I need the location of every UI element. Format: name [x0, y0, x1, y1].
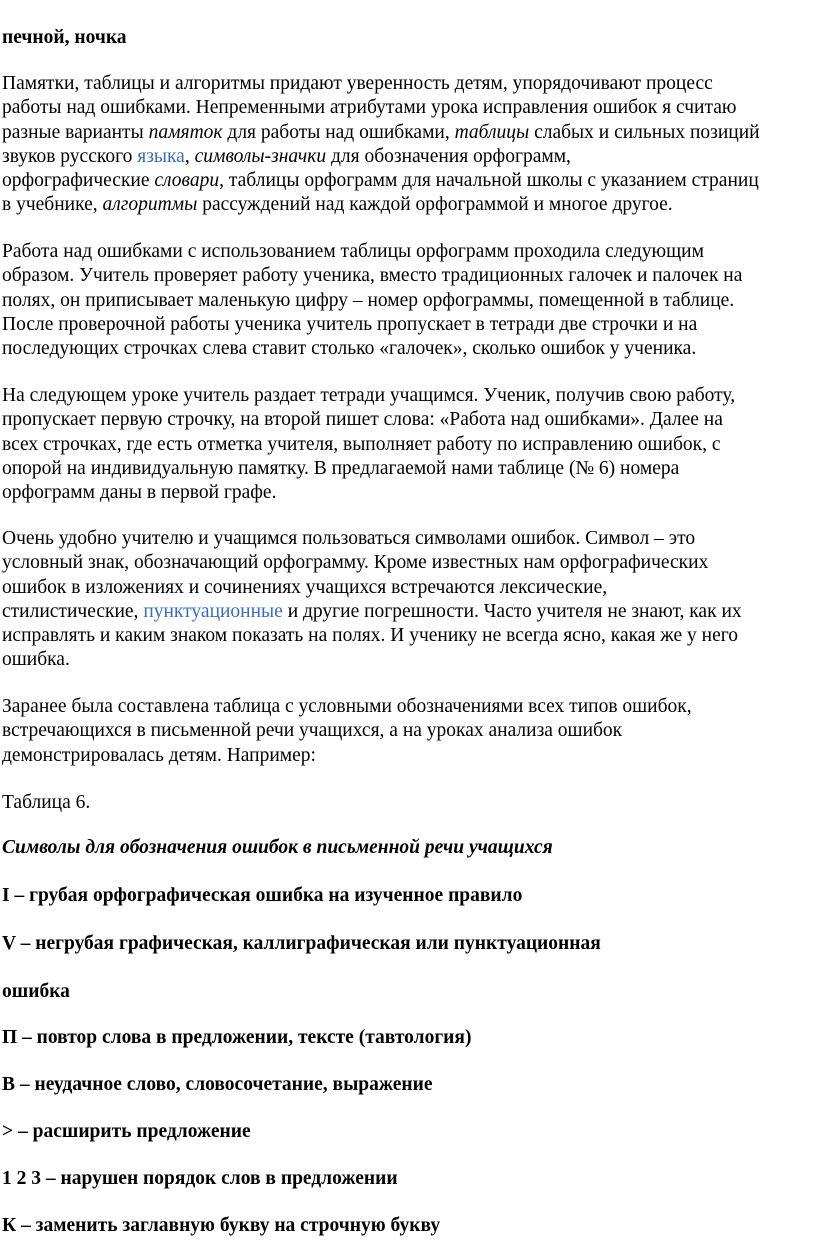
italic-term-algoritmy: алгоритмы	[102, 194, 198, 216]
symbol-item: 1 2 3 – нарушен порядок слов в предложении	[2, 1168, 398, 1189]
paragraph-line: Заранее была составлена таблица с условными обозначениями всех типов ошибок,	[2, 696, 692, 717]
italic-term-tablitsy: таблицы	[454, 121, 530, 143]
paragraph-3	[2, 384, 816, 505]
text-run: и другие погрешности. Часто учителя не знают, как их	[282, 600, 742, 622]
symbol-item-continuation: ошибка	[2, 981, 70, 1002]
paragraph-line: После проверочной работы ученика учитель пропускает в тетради две строчки и на	[2, 313, 698, 335]
paragraph-line: образом. Учитель проверяет работу ученика, вместо традиционных галочек и палочек на	[2, 265, 743, 287]
symbol-item: К – заменить заглавную букву на строчную букву	[2, 1215, 441, 1236]
paragraph-line: Памятки, таблицы и алгоритмы придают уверенность детям, упорядочивают процесс	[2, 73, 713, 94]
table-caption: Таблица 6.	[2, 792, 91, 813]
paragraph-4	[2, 527, 816, 673]
text-run: разные варианты	[2, 121, 149, 143]
paragraph-line: пропускает первую строчку, на второй пишет слова: «Работа над ошибками». Далее на	[2, 409, 723, 431]
symbol-item: > – расширить предложение	[2, 1121, 251, 1142]
paragraph-line: Работа над ошибками с использованием таблицы орфограмм проходила следующим	[2, 241, 704, 262]
text-run: , таблицы орфограмм для начальной школы с указанием страниц	[219, 170, 759, 192]
paragraph-line: всех строчках, где есть отметка учителя, выполняет работу по исправлению ошибок, с	[2, 433, 721, 455]
paragraph-line	[2, 600, 816, 624]
symbol-item: V – негрубая графическая, каллиграфическая или пунктуационная	[2, 933, 601, 954]
paragraph-line: Очень удобно учителю и учащимся пользоваться символами ошибок. Символ – это	[2, 528, 696, 549]
paragraph-line: орфограмм даны в первой графе.	[2, 482, 277, 504]
symbol-item: В – неудачное слово, словосочетание, выражение	[2, 1074, 433, 1095]
paragraph-line: исправлять и каким знаком показать на полях. И ученику не всегда ясно, какая же у него	[2, 625, 739, 647]
text-run: слабых и сильных позиций	[529, 121, 760, 143]
paragraph-line	[2, 121, 816, 145]
paragraph-line: работы над ошибками. Непременными атрибутами урока исправления ошибок я считаю	[2, 97, 737, 119]
paragraph-line: последующих строчках слева ставит столько «галочек», сколько ошибок у ученика.	[2, 338, 697, 360]
paragraph-line: ошибка.	[2, 649, 70, 671]
text-run: орфографические	[2, 170, 155, 192]
link-yazyka[interactable]: языка	[137, 145, 185, 167]
paragraph-line: опорой на индивидуальную памятку. В предлагаемой нами таблице (№ 6) номера	[2, 457, 680, 479]
paragraph-line	[2, 145, 816, 169]
paragraph-line: демонстрировалась детям. Например:	[2, 744, 316, 766]
paragraph-line: встречающихся в письменной речи учащихся, а на уроках анализа ошибок	[2, 720, 623, 742]
page-heading: печной, ночка	[2, 27, 127, 48]
text-run: стилистические,	[2, 600, 144, 622]
paragraph-1	[2, 72, 816, 218]
table-title: Символы для обозначения ошибок в письменной речи учащихся	[2, 837, 553, 858]
paragraph-2	[2, 240, 816, 361]
italic-term-simvoly: символы-значки	[194, 145, 327, 167]
symbol-item: I – грубая орфографическая ошибка на изученное правило	[2, 885, 523, 906]
italic-term-pamyatki: памяток	[148, 121, 223, 143]
link-punktuatsionnye[interactable]: пунктуационные	[143, 600, 283, 622]
text-run: рассуждений над каждой орфограммой и многое другое.	[197, 194, 673, 216]
paragraph-line: ошибок в изложениях и сочинениях учащихся встречаются лексические,	[2, 576, 608, 598]
italic-term-slovari: словари	[154, 170, 220, 192]
text-run: звуков русского	[2, 145, 138, 167]
text-run: в учебнике,	[2, 194, 103, 216]
text-run: ,	[184, 145, 195, 167]
text-run: для работы над ошибками,	[222, 121, 455, 143]
paragraph-line	[2, 193, 816, 217]
text-run: для обозначения орфограмм,	[326, 145, 571, 167]
paragraph-line: условный знак, обозначающий орфограмму. Кроме известных нам орфографических	[2, 552, 709, 574]
paragraph-line: полях, он приписывает маленькую цифру – номер орфограммы, помещенной в таблице.	[2, 289, 735, 311]
paragraph-line	[2, 169, 816, 193]
symbol-item: П – повтор слова в предложении, тексте (тавтология)	[2, 1027, 472, 1048]
paragraph-line: На следующем уроке учитель раздает тетради учащимся. Ученик, получив свою работу,	[2, 385, 736, 406]
paragraph-5	[2, 695, 816, 768]
